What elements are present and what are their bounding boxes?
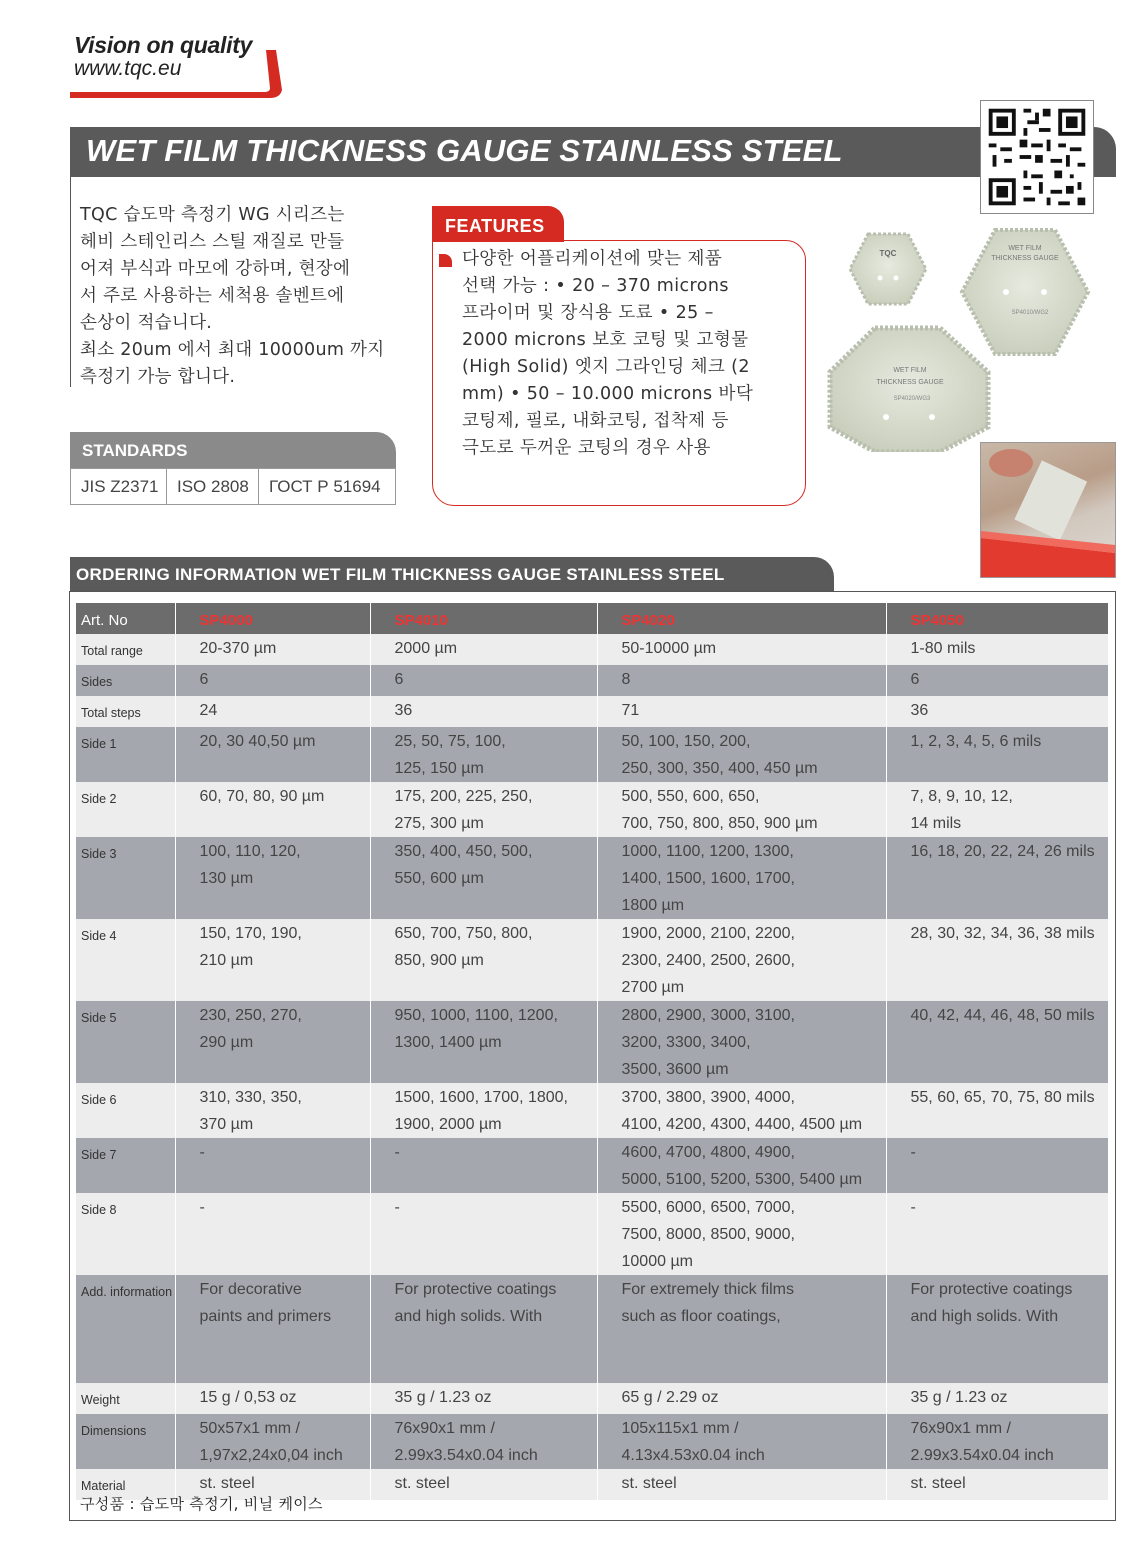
feature-line: mm) • 50 – 10.000 microns 바닥 xyxy=(462,384,754,404)
table-cell: 71 xyxy=(597,696,886,727)
cell-line: 250, 300, 350, 400, 450 µm xyxy=(621,760,818,777)
cell-line: 4100, 4200, 4300, 4400, 4500 µm xyxy=(621,1116,863,1133)
cell-line: 1800 µm xyxy=(621,897,685,914)
table-cell xyxy=(370,1193,597,1275)
cell-line: 310, 330, 350, xyxy=(199,1089,302,1106)
cell-line: 350, 400, 450, 500, xyxy=(394,843,533,860)
cell-line: 100, 110, 120, xyxy=(199,843,301,860)
cell-line: 950, 1000, 1100, 1200, xyxy=(394,1007,558,1024)
table-cell xyxy=(175,782,370,837)
table-cell xyxy=(597,1469,886,1500)
cell-line: 55, 60, 65, 70, 75, 80 mils xyxy=(910,1089,1095,1106)
cell-line: 28, 30, 32, 34, 36, 38 mils xyxy=(910,925,1095,942)
row-label: Weight xyxy=(76,1383,175,1414)
table-cell xyxy=(175,1193,370,1275)
table-cell xyxy=(175,919,370,1001)
table-cell: 36 xyxy=(886,696,1108,727)
column-header: SP4020 xyxy=(597,603,886,634)
cell-line: 2800, 2900, 3000, 3100, xyxy=(621,1007,795,1024)
big-gauge-code: SP4020/WG3 xyxy=(893,396,931,402)
standards-heading-label: STANDARDS xyxy=(82,441,188,460)
cell-line: 175, 200, 225, 250, xyxy=(394,788,533,805)
cell-line: For decorative xyxy=(199,1281,302,1298)
table-cell xyxy=(175,1383,370,1414)
cell-line: 40, 42, 44, 46, 48, 50 mils xyxy=(910,1007,1095,1024)
cell-line: 65 g / 2.29 oz xyxy=(621,1389,719,1406)
features-heading xyxy=(432,206,564,242)
cell-line: 125, 150 µm xyxy=(394,760,484,777)
table-cell: 24 xyxy=(175,696,370,727)
cell-line: 1900, 2000 µm xyxy=(394,1116,502,1133)
cell-line: 60, 70, 80, 90 µm xyxy=(199,788,325,805)
intro-line: 어져 부식과 마모에 강하며, 현장에 xyxy=(80,259,351,279)
bullet-icon xyxy=(439,254,452,267)
cell-line: 76x90x1 mm / xyxy=(910,1420,1011,1437)
cell-line: such as floor coatings, xyxy=(621,1308,781,1325)
row-label: Side 5 xyxy=(76,1001,175,1083)
page-title-bar xyxy=(70,127,1116,177)
table-row xyxy=(76,1083,1108,1138)
cell-line: 500, 550, 600, 650, xyxy=(621,788,760,805)
table-cell xyxy=(370,1001,597,1083)
table-cell xyxy=(886,1001,1108,1083)
mid-gauge-icon xyxy=(962,230,1088,354)
row-label: Side 2 xyxy=(76,782,175,837)
divider xyxy=(70,177,71,387)
table-row xyxy=(76,782,1108,837)
ordering-table xyxy=(76,603,1108,1500)
row-label: Side 7 xyxy=(76,1138,175,1193)
standards-list xyxy=(70,468,396,505)
table-row xyxy=(76,1275,1108,1383)
qr-code-icon xyxy=(981,101,1093,213)
row-label: Add. information xyxy=(76,1275,175,1383)
cell-line: 25, 50, 75, 100, xyxy=(394,733,506,750)
table-cell xyxy=(886,837,1108,919)
feature-line: 2000 microns 보호 코팅 및 고형물 xyxy=(462,330,749,350)
intro-line: 헤비 스테인리스 스틸 재질로 만들 xyxy=(80,232,345,252)
table-row xyxy=(76,1414,1108,1469)
cell-line: 5000, 5100, 5200, 5300, 5400 µm xyxy=(621,1171,863,1188)
cell-line: - xyxy=(910,1144,916,1161)
cell-line: 20, 30 40,50 µm xyxy=(199,733,316,750)
features-heading-label: FEATURES xyxy=(445,216,545,236)
cell-line: 1000, 1100, 1200, 1300, xyxy=(621,843,794,860)
cell-line: 105x115x1 mm / xyxy=(621,1420,739,1437)
cell-line: 2.99x3.54x0.04 inch xyxy=(910,1447,1054,1464)
cell-line: 4600, 4700, 4800, 4900, xyxy=(621,1144,795,1161)
cell-line: For protective coatings xyxy=(394,1281,557,1298)
standard-item: JIS Z2371 xyxy=(71,469,167,504)
logo-url: www.tqc.eu xyxy=(74,57,182,80)
cell-line: 230, 250, 270, xyxy=(199,1007,302,1024)
table-cell xyxy=(370,1083,597,1138)
usage-photo-icon xyxy=(981,443,1115,577)
cell-line: 15 g / 0,53 oz xyxy=(199,1389,297,1406)
cell-line: 10000 µm xyxy=(621,1253,693,1270)
cell-line: - xyxy=(910,1199,916,1216)
table-cell xyxy=(886,919,1108,1001)
table-row xyxy=(76,727,1108,782)
table-cell xyxy=(886,1193,1108,1275)
table-cell: 6 xyxy=(370,665,597,696)
cell-line: 14 mils xyxy=(910,815,962,832)
logo-swoosh-icon xyxy=(70,40,286,102)
table-row xyxy=(76,919,1108,1001)
usage-photo xyxy=(980,442,1116,578)
table-cell: 20-370 µm xyxy=(175,634,370,665)
row-label: Material xyxy=(76,1469,175,1500)
cell-line: 2.99x3.54x0.04 inch xyxy=(394,1447,538,1464)
table-cell xyxy=(175,727,370,782)
cell-line: 3200, 3300, 3400, xyxy=(621,1034,751,1051)
features-text xyxy=(462,246,797,462)
table-cell xyxy=(370,919,597,1001)
feature-line: 다양한 어플리케이션에 맞는 제품 xyxy=(462,249,723,269)
big-gauge-title-2: THICKNESS GAUGE xyxy=(876,379,944,386)
logo-tagline: Vision on quality xyxy=(74,32,253,58)
table-cell xyxy=(886,1414,1108,1469)
column-header: SP4010 xyxy=(370,603,597,634)
cell-line: 5500, 6000, 6500, 7000, xyxy=(621,1199,795,1216)
table-cell xyxy=(370,727,597,782)
standard-item: ГОСТ Р 51694 xyxy=(269,477,381,496)
cell-line: 1,97x2,24x0,04 inch xyxy=(199,1447,343,1464)
cell-line: 850, 900 µm xyxy=(394,952,484,969)
table-cell: 2000 µm xyxy=(370,634,597,665)
cell-line: 2300, 2400, 2500, 2600, xyxy=(621,952,795,969)
feature-line: 극도로 두꺼운 코팅의 경우 사용 xyxy=(462,438,711,458)
standards-heading xyxy=(70,432,396,468)
table-header-row xyxy=(76,603,1108,634)
table-cell: 6 xyxy=(886,665,1108,696)
table-cell xyxy=(370,1138,597,1193)
cell-line: 16, 18, 20, 22, 24, 26 mils xyxy=(910,843,1095,860)
cell-line: 3500, 3600 µm xyxy=(621,1061,729,1078)
table-cell xyxy=(886,727,1108,782)
table-cell: 50-10000 µm xyxy=(597,634,886,665)
table-row xyxy=(76,1138,1108,1193)
mid-gauge-title-1: WET FILM xyxy=(1008,245,1042,252)
cell-line: st. steel xyxy=(199,1475,255,1492)
cell-line: 7500, 8000, 8500, 9000, xyxy=(621,1226,795,1243)
column-header: SP4000 xyxy=(175,603,370,634)
cell-line: 1400, 1500, 1600, 1700, xyxy=(621,870,795,887)
table-cell: 36 xyxy=(370,696,597,727)
table-row xyxy=(76,1193,1108,1275)
feature-line: (High Solid) 엣지 그라인딩 체크 (2 xyxy=(462,357,750,377)
cell-line: 700, 750, 800, 850, 900 µm xyxy=(621,815,818,832)
table-cell: 1-80 mils xyxy=(886,634,1108,665)
cell-line: st. steel xyxy=(394,1475,450,1492)
row-label: Total range xyxy=(76,634,175,665)
feature-line: 선택 가능 : • 20 – 370 microns xyxy=(462,276,729,296)
cell-line: - xyxy=(199,1144,205,1161)
table-cell xyxy=(175,1001,370,1083)
cell-line: 370 µm xyxy=(199,1116,254,1133)
cell-line: st. steel xyxy=(910,1475,966,1492)
intro-line: TQC 습도막 측정기 WG 시리즈는 xyxy=(80,205,345,225)
cell-line: 50x57x1 mm / xyxy=(199,1420,300,1437)
cell-line: - xyxy=(394,1144,400,1161)
row-label: Side 3 xyxy=(76,837,175,919)
cell-line: 50, 100, 150, 200, xyxy=(621,733,751,750)
brand-logo xyxy=(74,32,252,80)
table-row xyxy=(76,665,1108,696)
cell-line: 3700, 3800, 3900, 4000, xyxy=(621,1089,795,1106)
cell-line: 1300, 1400 µm xyxy=(394,1034,502,1051)
table-cell xyxy=(175,837,370,919)
cell-line: For protective coatings xyxy=(910,1281,1073,1298)
table-cell xyxy=(370,782,597,837)
table-row xyxy=(76,696,1108,727)
table-cell xyxy=(370,1275,597,1383)
table-cell: 6 xyxy=(175,665,370,696)
cell-line: paints and primers xyxy=(199,1308,332,1325)
table-cell xyxy=(370,837,597,919)
table-cell xyxy=(597,1001,886,1083)
intro-line: 서 주로 사용하는 세척용 솔벤트에 xyxy=(80,286,345,306)
row-label: Side 8 xyxy=(76,1193,175,1275)
feature-line: 코팅제, 필로, 내화코팅, 접착제 등 xyxy=(462,411,729,431)
table-row xyxy=(76,1001,1108,1083)
small-gauge-icon xyxy=(850,234,926,304)
table-cell xyxy=(597,1193,886,1275)
cell-line: st. steel xyxy=(621,1475,677,1492)
table-cell xyxy=(597,1414,886,1469)
cell-line: 275, 300 µm xyxy=(394,815,484,832)
row-label: Dimensions xyxy=(76,1414,175,1469)
cell-line: - xyxy=(394,1199,400,1216)
column-header: SP4050 xyxy=(886,603,1108,634)
qr-code xyxy=(980,100,1094,214)
intro-line: 측정기 가능 합니다. xyxy=(80,367,236,387)
cell-line: 1500, 1600, 1700, 1800, xyxy=(394,1089,568,1106)
cell-line: 2700 µm xyxy=(621,979,685,996)
table-cell xyxy=(175,1138,370,1193)
table-cell xyxy=(597,919,886,1001)
cell-line: 76x90x1 mm / xyxy=(394,1420,495,1437)
table-cell xyxy=(886,1083,1108,1138)
intro-line: 최소 20um 에서 최대 10000um 까지 xyxy=(80,340,385,360)
cell-line: - xyxy=(199,1199,205,1216)
row-label: Side 1 xyxy=(76,727,175,782)
mid-gauge-code: SP4010/WG2 xyxy=(1011,310,1049,316)
cell-line: 210 µm xyxy=(199,952,254,969)
table-cell xyxy=(370,1383,597,1414)
table-cell xyxy=(370,1469,597,1500)
table-cell xyxy=(175,1083,370,1138)
cell-line: 1, 2, 3, 4, 5, 6 mils xyxy=(910,733,1042,750)
row-label: Sides xyxy=(76,665,175,696)
table-cell xyxy=(597,837,886,919)
cell-line: 130 µm xyxy=(199,870,254,887)
cell-line: 550, 600 µm xyxy=(394,870,484,887)
ordering-heading xyxy=(70,557,834,591)
table-cell xyxy=(886,782,1108,837)
table-cell xyxy=(597,1275,886,1383)
cell-line: 35 g / 1.23 oz xyxy=(910,1389,1008,1406)
table-cell xyxy=(597,1383,886,1414)
cell-line: 650, 700, 750, 800, xyxy=(394,925,533,942)
table-cell xyxy=(886,1138,1108,1193)
table-row xyxy=(76,1383,1108,1414)
table-cell xyxy=(886,1275,1108,1383)
row-label: Side 6 xyxy=(76,1083,175,1138)
standard-item: ISO 2808 xyxy=(167,469,259,504)
feature-line: 프라이머 및 장식용 도료 • 25 – xyxy=(462,303,714,323)
table-cell xyxy=(597,1138,886,1193)
table-cell xyxy=(597,1083,886,1138)
intro-description xyxy=(80,202,430,391)
ordering-heading-label: ORDERING INFORMATION WET FILM THICKNESS GAUGE STAINLESS STEEL xyxy=(76,565,725,584)
column-header: Art. No xyxy=(76,603,175,634)
intro-line: 손상이 적습니다. xyxy=(80,313,213,333)
cell-line: 290 µm xyxy=(199,1034,254,1051)
table-cell xyxy=(175,1414,370,1469)
product-gauges-image xyxy=(820,222,1110,452)
row-label: Side 4 xyxy=(76,919,175,1001)
table-cell xyxy=(886,1383,1108,1414)
cell-line: 7, 8, 9, 10, 12, xyxy=(910,788,1013,805)
table-cell xyxy=(597,782,886,837)
table-row xyxy=(76,634,1108,665)
cell-line: For extremely thick films xyxy=(621,1281,794,1298)
cell-line: and high solids. With xyxy=(394,1308,543,1325)
table-row xyxy=(76,837,1108,919)
big-gauge-icon xyxy=(830,328,988,452)
table-cell xyxy=(370,1414,597,1469)
table-cell xyxy=(175,1275,370,1383)
cell-line: 35 g / 1.23 oz xyxy=(394,1389,492,1406)
mid-gauge-title-2: THICKNESS GAUGE xyxy=(991,255,1059,262)
table-cell xyxy=(886,1469,1108,1500)
row-label: Total steps xyxy=(76,696,175,727)
table-cell xyxy=(597,727,886,782)
cell-line: 1900, 2000, 2100, 2200, xyxy=(621,925,795,942)
small-gauge-brand: TQC xyxy=(879,249,897,258)
table-cell: 8 xyxy=(597,665,886,696)
page-title: WET FILM THICKNESS GAUGE STAINLESS STEEL xyxy=(86,133,843,168)
footer-note: 구성품 : 습도막 측정기, 비닐 케이스 xyxy=(80,1495,323,1513)
cell-line: 4.13x4.53x0.04 inch xyxy=(621,1447,765,1464)
cell-line: and high solids. With xyxy=(910,1308,1059,1325)
big-gauge-title-1: WET FILM xyxy=(893,367,927,374)
cell-line: 150, 170, 190, xyxy=(199,925,302,942)
